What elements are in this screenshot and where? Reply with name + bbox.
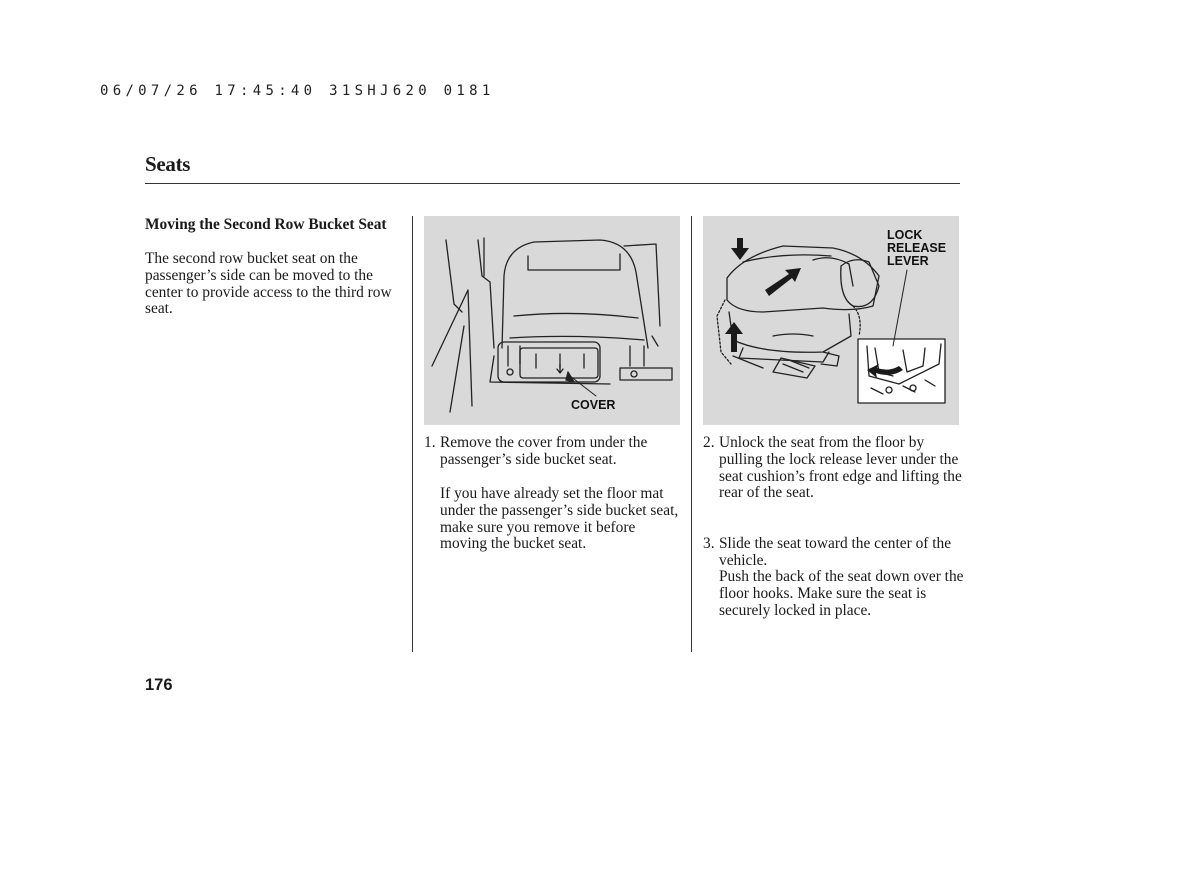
step-1-text: Remove the cover from under the passenger’s side bucket seat. xyxy=(440,434,648,468)
cover-label: COVER xyxy=(571,398,616,412)
column-divider-left xyxy=(412,216,413,652)
title-divider xyxy=(145,183,960,184)
step-3-text: Slide the seat toward the center of the vehicle. xyxy=(719,535,952,569)
intro-paragraph: The second row bucket seat on the passenger’s side can be moved to the center to provide access to the third row seat. xyxy=(145,250,392,318)
section-title: Seats xyxy=(145,152,191,176)
step-2-number: 2. xyxy=(703,434,715,451)
step-1-number: 1. xyxy=(424,434,436,451)
step-1-note-text: If you have already set the floor mat under the passenger’s side bucket seat, make sure you remove it before moving the bucket seat. xyxy=(440,485,679,553)
column-divider-right xyxy=(691,216,692,652)
print-timestamp: 06/07/26 17:45:40 31SHJ620 0181 xyxy=(100,83,495,99)
lock-lever-label-line-2: RELEASE xyxy=(887,241,947,255)
seat-cover-illustration xyxy=(424,216,680,425)
figure-lock-release-lever xyxy=(703,216,959,425)
figure-seat-cover xyxy=(424,216,680,425)
subsection-heading: Moving the Second Row Bucket Seat xyxy=(145,216,387,233)
lock-lever-label-line-1: LOCK xyxy=(887,228,923,242)
step-3-number: 3. xyxy=(703,535,715,552)
step-3-note-text: Push the back of the seat down over the floor hooks. Make sure the seat is securely locked in place. xyxy=(719,568,964,619)
lock-lever-label-line-3: LEVER xyxy=(887,254,929,268)
step-2-text: Unlock the seat from the floor by pulling the lock release lever under the seat cushion’s front edge and lifting the rear of the seat. xyxy=(719,434,962,502)
page-number: 176 xyxy=(145,676,173,694)
